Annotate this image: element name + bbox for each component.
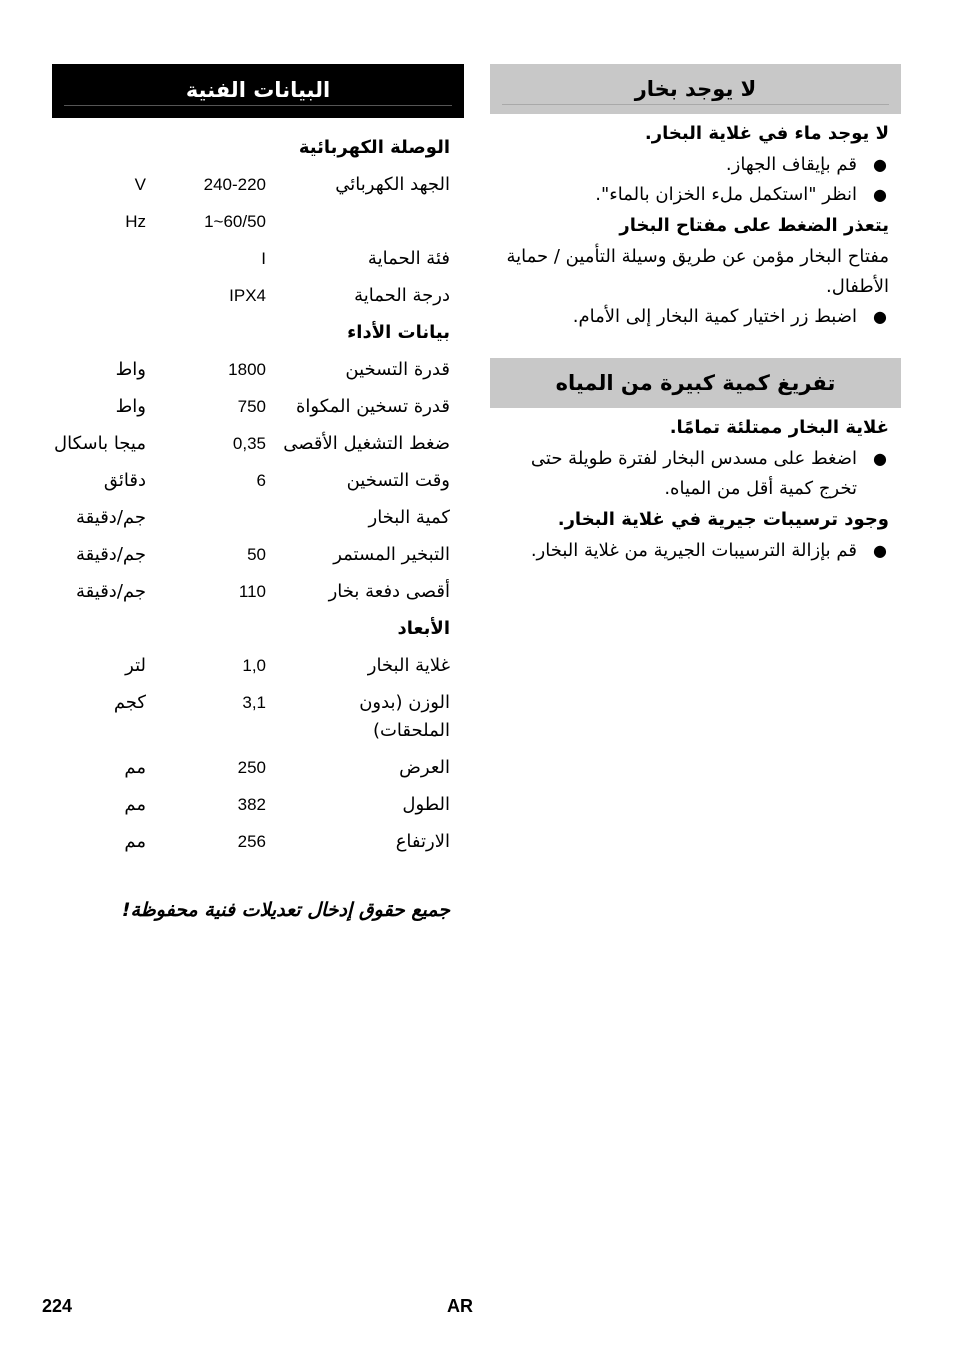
table-row: V 240-220 الجهد الكهربائي	[134, 174, 450, 195]
table-row: جم/دقيقة 50 التبخير المستمر	[76, 544, 450, 565]
remedy-list	[490, 536, 901, 566]
table-section-row: الوصلة الكهربائية	[298, 137, 450, 158]
technical-changes-note: جميع حقوق إدخال تعديلات فنية محفوظة!	[121, 899, 450, 921]
table-row: مم 382 الطول	[124, 794, 450, 815]
bullet-icon: ●	[873, 307, 887, 326]
list-item: ● قم بإيقاف الجهاز.	[490, 150, 901, 180]
section-header-no-steam	[490, 64, 901, 114]
table-row: جم/دقيقة 110 أقصى دفعة بخار	[76, 581, 450, 602]
troubleshooting-column	[490, 64, 901, 566]
table-row: واط 750 قدرة تسخين المكواة	[115, 396, 450, 417]
section-title: البيانات الفنية	[185, 78, 331, 102]
table-row: IPX4 درجة الحماية	[229, 285, 450, 306]
bullet-icon: ●	[873, 155, 887, 174]
table-section-row: بيانات الأداء	[347, 322, 450, 343]
table-section-row: الأبعاد	[397, 618, 450, 639]
remedy-list	[490, 150, 901, 210]
header-divider	[502, 104, 889, 105]
table-row: كجم 3,1 الوزن (بدون الملحقات)	[113, 692, 450, 741]
list-item: ● اضبط زر اختيار كمية البخار إلى الأمام.	[490, 302, 901, 332]
fault-heading: وجود ترسيبات جيرية في غلاية البخار.	[557, 509, 889, 530]
table-row: واط 1800 قدرة التسخين	[115, 359, 450, 380]
language-code: AR	[447, 1296, 473, 1316]
fault-heading: يتعذر الضغط على مفتاح البخار	[619, 215, 889, 236]
fault-description: مفتاح البخار مؤمن عن طريق وسيلة التأمين / حماية الأطفال.	[506, 246, 889, 297]
fault-heading: غلاية البخار ممتلئة تمامًا.	[669, 417, 889, 438]
table-row: Hz 1~60/50	[125, 212, 266, 231]
technical-data-column	[52, 64, 464, 921]
section-title: تفريغ كمية كبيرة من المياه	[555, 371, 836, 395]
remedy-list	[490, 302, 901, 332]
page-number: 224	[42, 1296, 73, 1316]
header-divider	[64, 105, 452, 106]
table-row: دقائق 6 وقت التسخين	[103, 470, 450, 491]
table-row: جم/دقيقة كمية البخار	[76, 507, 450, 528]
remedy-list	[490, 444, 901, 504]
list-item: ● انظر "استكمل ملء الخزان بالماء".	[490, 180, 901, 210]
fault-heading: لا يوجد ماء في غلاية البخار.	[644, 123, 889, 144]
section-header-technical-data	[52, 64, 464, 118]
bullet-icon: ●	[873, 541, 887, 560]
table-row: لتر 1,0 غلاية البخار	[125, 655, 450, 676]
spec-table	[52, 130, 464, 861]
table-row: مم 250 العرض	[124, 757, 450, 778]
bullet-icon: ●	[873, 449, 887, 468]
section-title: لا يوجد بخار	[634, 77, 757, 101]
list-item: ● قم بإزالة الترسيبات الجيرية من غلاية البخار.	[490, 536, 901, 566]
section-header-water-discharge	[490, 358, 901, 408]
list-item: ● اضغط على مسدس البخار لفترة طويلة حتى تخرج كمية أقل من المياه.	[490, 444, 901, 504]
bullet-icon: ●	[873, 185, 887, 204]
table-row: ميجا باسكال 0,35 ضغط التشغيل الأقصى	[54, 433, 450, 454]
table-row: مم 256 الارتفاع	[124, 831, 450, 852]
table-row: I فئة الحماية	[261, 248, 450, 269]
